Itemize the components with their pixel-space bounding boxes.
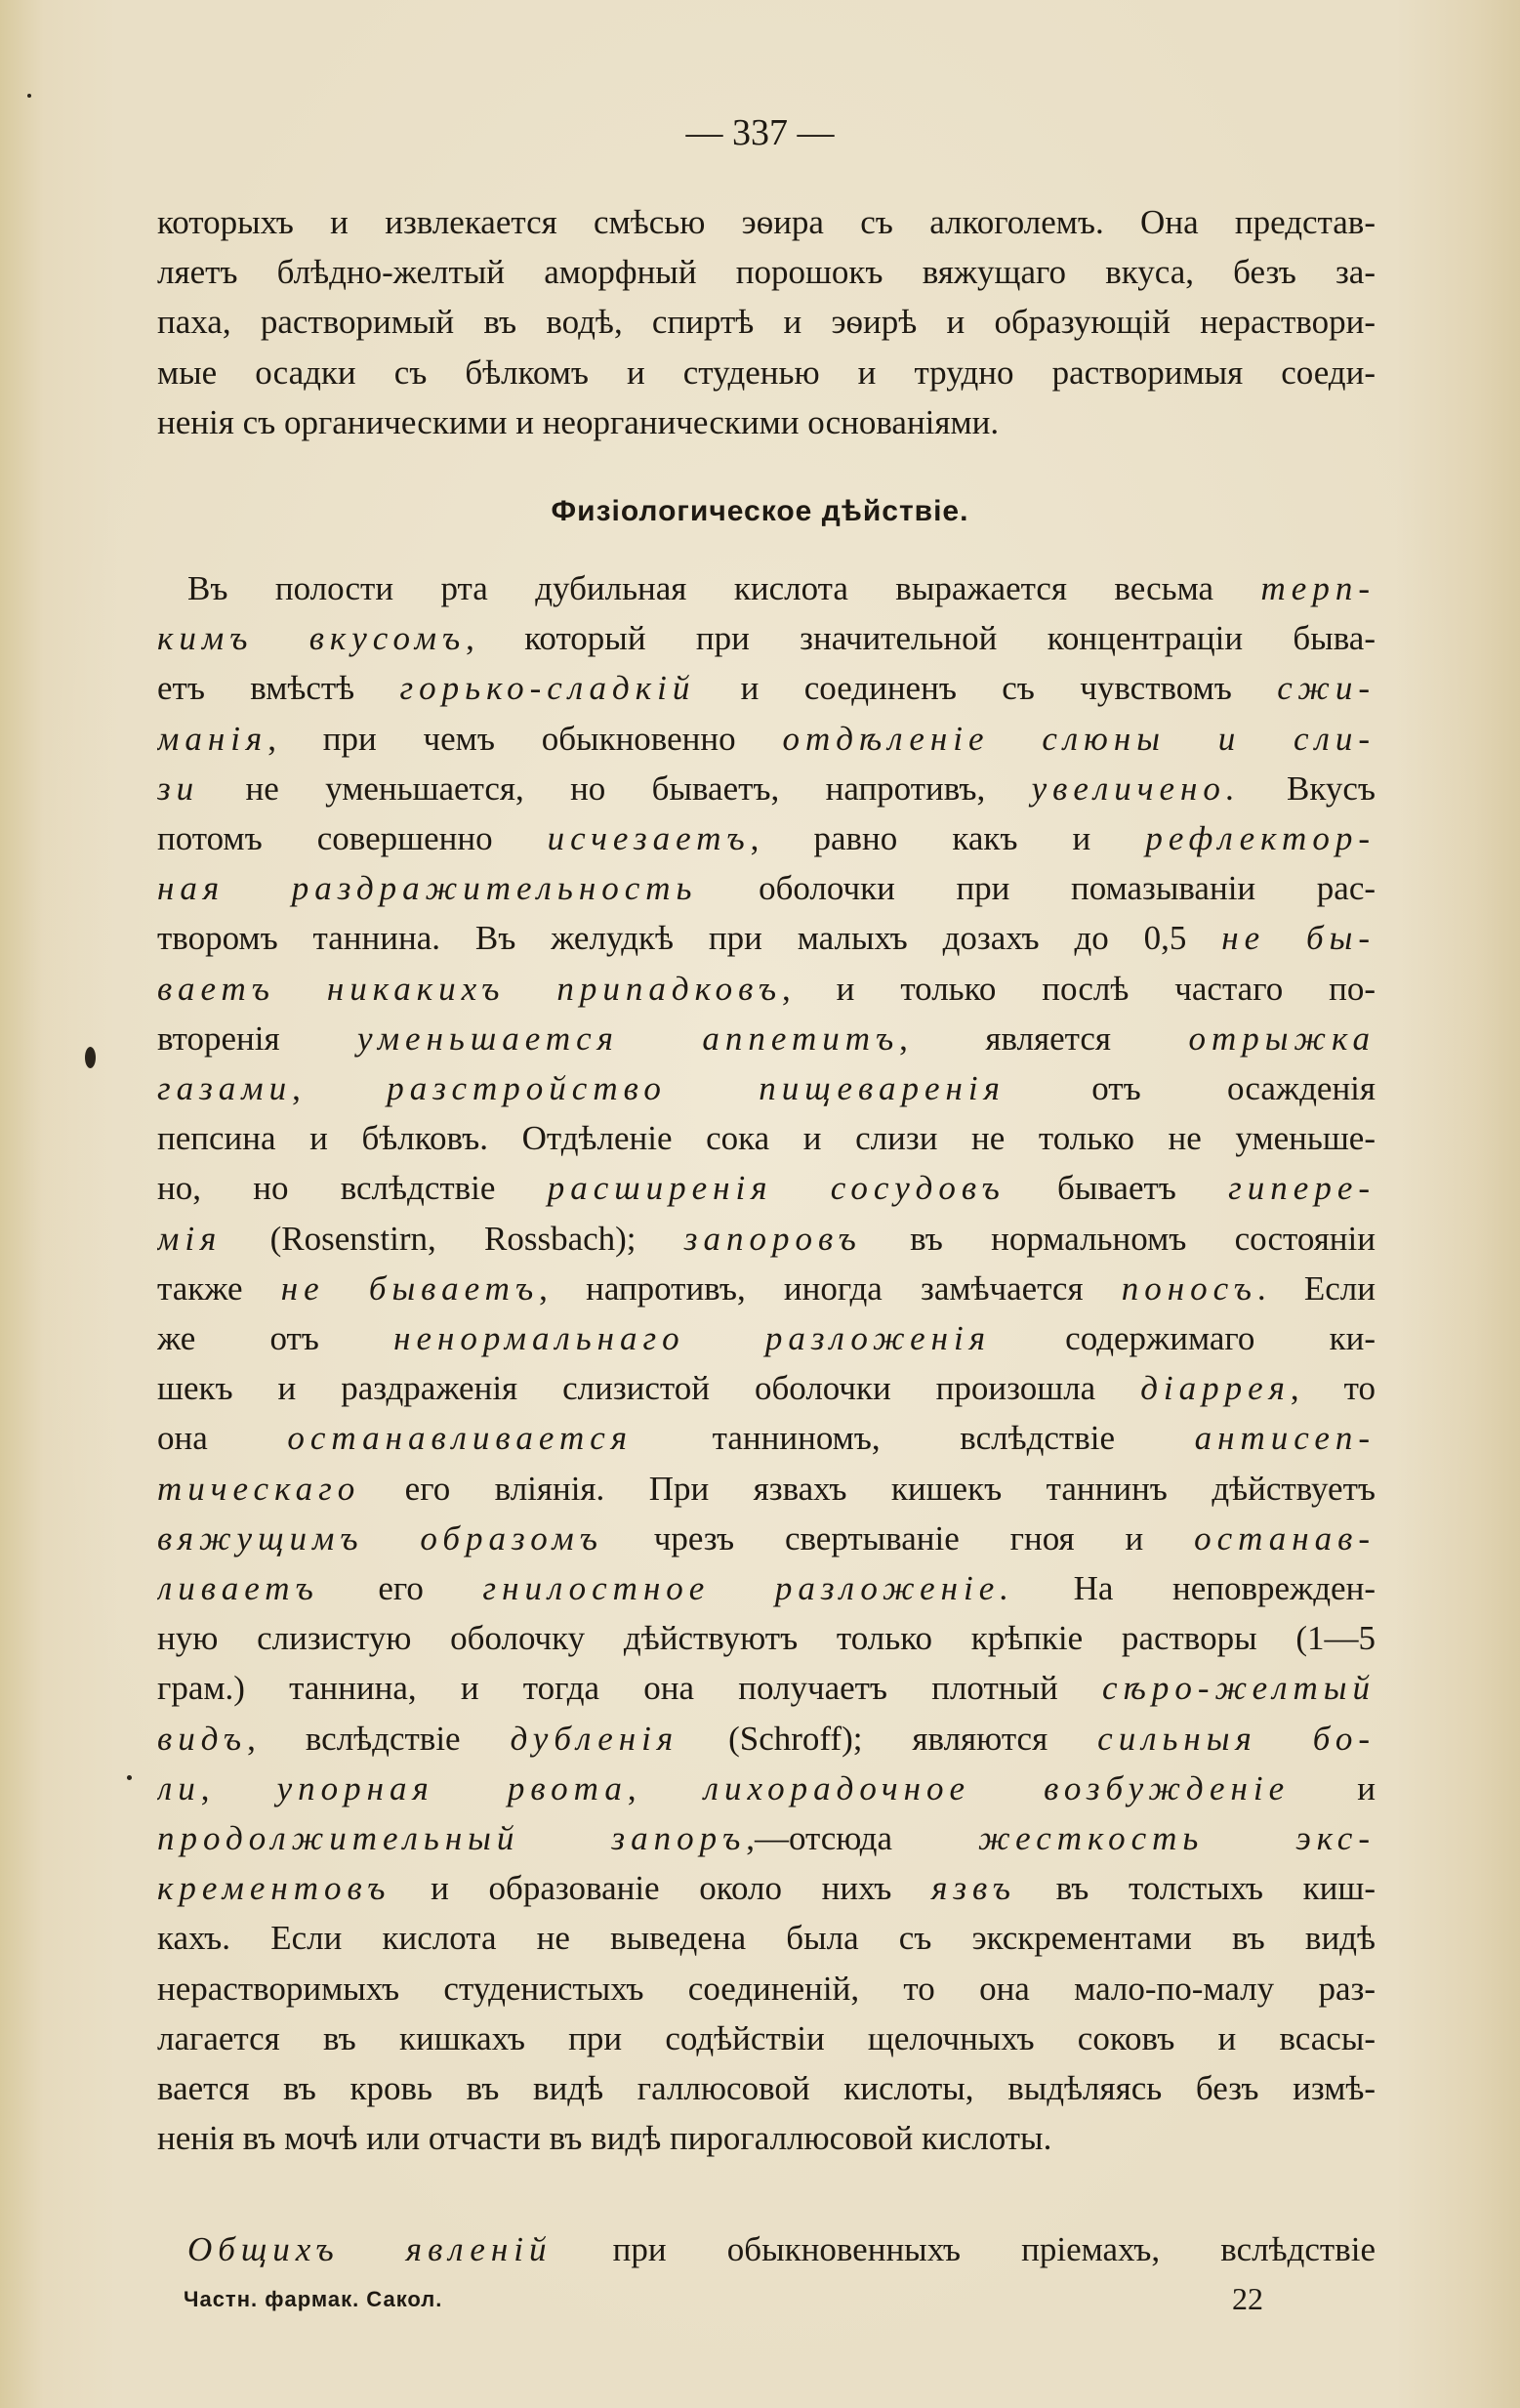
text-line <box>157 1814 1376 1863</box>
emphasized-text: манія <box>157 719 268 758</box>
text-segment: чрезъ свертываніе гноя и <box>602 1518 1195 1557</box>
text-segment: Вкусъ <box>1240 768 1376 808</box>
text-segment: его вліянія. При язвахъ кишекъ таннинъ дѣйствуетъ <box>360 1469 1376 1508</box>
text-segment: оболочки при помазываніи рас- <box>697 869 1376 908</box>
emphasized-text: крементовъ <box>157 1869 391 1908</box>
text-line <box>157 965 1376 1014</box>
text-line <box>157 715 1376 764</box>
text-segment: ,—отсюда <box>746 1819 979 1857</box>
text-line <box>157 1664 1376 1713</box>
text-segment: , и только послѣ частаго по- <box>782 969 1376 1008</box>
text-line <box>157 1015 1376 1063</box>
emphasized-text: увеличено. <box>1031 768 1241 808</box>
emphasized-text: язвъ <box>931 1869 1016 1908</box>
text-segment: етъ вмѣстѣ <box>157 669 400 708</box>
emphasized-text: Общихъ явленій <box>187 2230 553 2268</box>
text-segment: лагается въ кишкахъ при содѣйствіи щелочныхъ соковъ и всасы- <box>157 2018 1376 2057</box>
text-segment: также <box>157 1268 281 1308</box>
text-segment: (Schroff); являются <box>678 1719 1098 1758</box>
ink-spot <box>85 1047 96 1068</box>
emphasized-text: горько-сладкій <box>399 669 696 708</box>
emphasized-text: кимъ вкусомъ <box>157 619 467 658</box>
footer-signature: Частн. фармак. Сакол. <box>184 2287 443 2311</box>
text-line <box>157 664 1376 713</box>
text-segment: пепсина и бѣлковъ. Отдѣленіе сока и слизи не только не уменьше- <box>157 1119 1376 1158</box>
text-line <box>157 1164 1376 1213</box>
text-segment: , <box>292 1069 388 1107</box>
text-segment: и <box>1290 1768 1376 1807</box>
emphasized-text: продолжительный запоръ <box>157 1819 747 1857</box>
text-segment: содержимаго ки- <box>990 1319 1376 1357</box>
text-segment: паха, растворимый въ водѣ, спиртѣ и эѳирѣ и образующій нераствори- <box>157 303 1376 342</box>
emphasized-text: ли <box>157 1768 201 1807</box>
text-segment: . Если <box>1256 1268 1376 1308</box>
text-line <box>157 1914 1376 1963</box>
text-line <box>157 1564 1376 1613</box>
text-segment: , то <box>1290 1369 1376 1408</box>
text-segment: , вслѣдствіе <box>247 1719 511 1758</box>
footer-sheet-number: 22 <box>1232 2281 1263 2316</box>
emphasized-text: терп- <box>1260 569 1376 607</box>
text-segment: въ толстыхъ киш- <box>1015 1869 1376 1908</box>
text-line <box>157 398 1376 447</box>
text-segment: танниномъ, вслѣдствіе <box>633 1419 1195 1458</box>
text-line <box>157 614 1376 663</box>
emphasized-text: гипере- <box>1228 1169 1376 1208</box>
emphasized-text: гнилостное разложеніе. <box>482 1569 1015 1607</box>
text-line <box>157 1265 1376 1313</box>
text-segment: , при чемъ обыкновенно <box>267 719 783 758</box>
emphasized-text: останав- <box>1194 1518 1376 1557</box>
text-segment: (Rosenstirn, Rossbach); <box>222 1219 684 1258</box>
text-segment: ную слизистую оболочку дѣйствуютъ только крѣпкіе растворы (1—5 <box>157 1619 1376 1658</box>
ink-dot <box>127 1775 132 1780</box>
text-line <box>157 1864 1376 1913</box>
text-segment: и образованіе около нихъ <box>390 1869 932 1908</box>
emphasized-text: дубленія <box>510 1719 679 1758</box>
text-segment: она <box>157 1419 288 1458</box>
emphasized-text: запоровъ <box>683 1219 862 1258</box>
text-line <box>157 198 1376 247</box>
text-segment: и соединенъ съ чувствомъ <box>695 669 1278 708</box>
emphasized-text: видъ <box>157 1719 248 1758</box>
text-line <box>157 1614 1376 1663</box>
emphasized-text: діаррея <box>1140 1369 1291 1408</box>
text-segment: грам.) таннина, и тогда она получаетъ плотный <box>157 1669 1102 1708</box>
text-segment: творомъ таннина. Въ желудкѣ при малыхъ дозахъ до 0,5 <box>157 919 1222 958</box>
emphasized-text: мія <box>157 1219 223 1258</box>
text-line <box>157 2114 1376 2163</box>
emphasized-text: не бываетъ <box>280 1268 540 1308</box>
text-line <box>157 765 1376 813</box>
emphasized-text: разстройство пищеваренія <box>387 1069 1006 1107</box>
text-line <box>157 349 1376 397</box>
text-segment: ляетъ блѣдно-желтый аморфный порошокъ вяжущаго вкуса, безъ за- <box>157 253 1376 292</box>
emphasized-text: ная раздражительность <box>157 869 698 908</box>
emphasized-text: жесткость экс- <box>978 1819 1376 1857</box>
text-segment: бываетъ <box>1005 1169 1229 1208</box>
emphasized-text: ливаетъ <box>157 1569 319 1607</box>
emphasized-text: упорная рвота <box>276 1768 628 1807</box>
text-line <box>157 1064 1376 1113</box>
text-segment: въ нормальномъ состояніи <box>861 1219 1376 1258</box>
emphasized-text: газами <box>157 1069 293 1107</box>
emphasized-text: вяжущимъ образомъ <box>157 1518 603 1557</box>
text-line <box>187 564 1376 613</box>
emphasized-text: ваетъ никакихъ припадковъ <box>157 969 783 1008</box>
emphasized-text: исчезаетъ <box>547 819 751 857</box>
text-segment: , <box>200 1768 277 1807</box>
text-line <box>187 2225 1376 2274</box>
text-line <box>157 914 1376 963</box>
text-segment: не уменьшается, но бываетъ, напротивъ, <box>199 768 1032 808</box>
emphasized-text: уменьшается аппетитъ <box>357 1018 900 1058</box>
text-line <box>157 298 1376 347</box>
text-segment: , который при значительной концентраціи быва- <box>466 619 1376 658</box>
text-segment: отъ осажденія <box>1005 1069 1376 1107</box>
text-segment: , напротивъ, иногда замѣчается <box>539 1268 1122 1308</box>
text-segment: На неповрежден- <box>1014 1569 1376 1607</box>
text-segment: же отъ <box>157 1319 394 1357</box>
emphasized-text: ненормальнаго разложенія <box>393 1319 991 1357</box>
text-line <box>157 1515 1376 1563</box>
text-segment: вторенія <box>157 1018 358 1058</box>
text-line <box>157 1114 1376 1163</box>
text-segment: Въ полости рта дубильная кислота выражается весьма <box>187 569 1261 607</box>
text-segment: при обыкновенныхъ пріемахъ, вслѣдствіе <box>552 2230 1376 2268</box>
text-segment: которыхъ и извлекается смѣсью эѳира съ алкоголемъ. Она представ- <box>157 203 1376 241</box>
text-segment: кахъ. Если кислота не выведена была съ экскрементами въ видѣ <box>157 1919 1376 1958</box>
emphasized-text: отдѣленіе слюны и сли- <box>782 719 1376 758</box>
text-line <box>157 1465 1376 1514</box>
text-segment: потомъ совершенно <box>157 819 548 857</box>
text-segment: его <box>318 1569 483 1607</box>
text-segment: , является <box>899 1018 1189 1058</box>
ink-dot <box>27 94 31 98</box>
emphasized-text: расширенія сосудовъ <box>547 1169 1006 1208</box>
text-line <box>157 1364 1376 1413</box>
text-line <box>157 1764 1376 1813</box>
emphasized-text: поносъ <box>1121 1268 1257 1308</box>
text-line <box>157 248 1376 297</box>
text-segment: мые осадки съ бѣлкомъ и студенью и трудно растворимыя соеди- <box>157 353 1376 392</box>
text-segment: , <box>627 1768 704 1807</box>
text-segment: ненія въ мочѣ или отчасти въ видѣ пирогаллюсовой кислоты. <box>157 2119 1052 2158</box>
text-segment: , равно какъ и <box>750 819 1146 857</box>
emphasized-text: останавливается <box>287 1419 634 1458</box>
page-number: — 337 — <box>685 112 835 153</box>
emphasized-text: сѣро-желтый <box>1101 1669 1376 1708</box>
text-line <box>157 1314 1376 1363</box>
text-segment: но, но вслѣдствіе <box>157 1169 548 1208</box>
emphasized-text: рефлектор- <box>1145 819 1376 857</box>
emphasized-text: антисеп- <box>1194 1419 1376 1458</box>
text-line <box>157 1965 1376 2014</box>
text-line <box>157 1414 1376 1463</box>
text-segment: вается въ кровь въ видѣ галлюсовой кислоты, выдѣляясь безъ измѣ- <box>157 2069 1376 2107</box>
text-line <box>157 864 1376 913</box>
text-line <box>157 2064 1376 2113</box>
emphasized-text: не бы- <box>1221 919 1376 958</box>
text-line <box>157 1715 1376 1764</box>
text-line <box>157 814 1376 863</box>
text-line <box>157 1215 1376 1264</box>
section-title: Физіологическое дѣйствіе. <box>551 495 969 527</box>
text-segment: шекъ и раздраженія слизистой оболочки произошла <box>157 1369 1141 1408</box>
text-segment: нерастворимыхъ студенистыхъ соединеній, то она мало-по-малу раз- <box>157 1969 1376 2008</box>
emphasized-text: сжи- <box>1277 669 1376 708</box>
emphasized-text: зи <box>157 768 200 808</box>
emphasized-text: тическаго <box>157 1469 361 1508</box>
emphasized-text: лихорадочное возбужденіе <box>703 1768 1291 1807</box>
text-segment: ненія съ органическими и неорганическими основаніями. <box>157 402 1000 441</box>
emphasized-text: отрыжка <box>1188 1018 1376 1058</box>
text-line <box>157 2014 1376 2063</box>
emphasized-text: сильныя бо- <box>1097 1719 1376 1758</box>
